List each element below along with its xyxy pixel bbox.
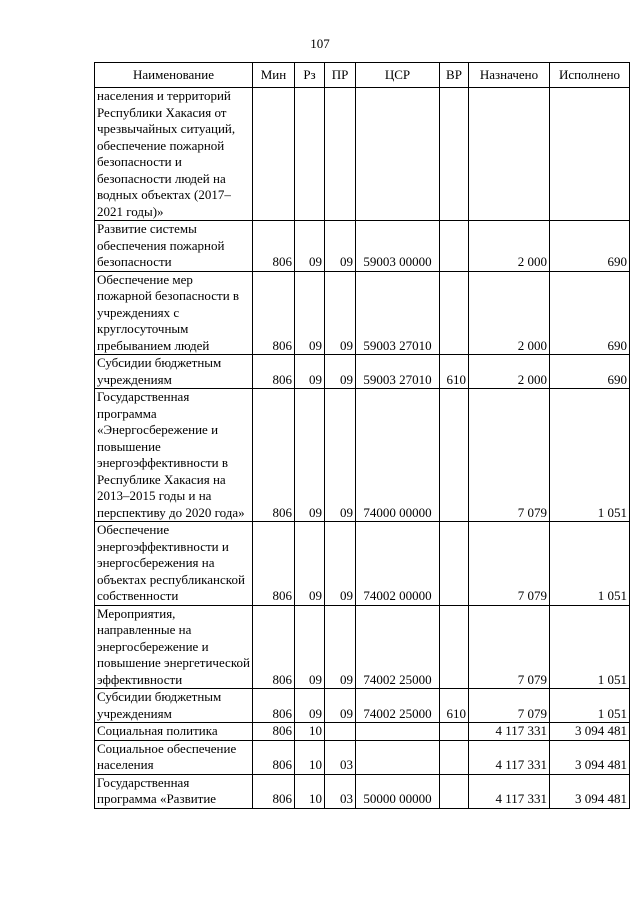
table-row bbox=[95, 271, 630, 355]
row-rz: 09 bbox=[295, 605, 325, 689]
table-row bbox=[95, 522, 630, 606]
row-pr bbox=[325, 723, 356, 741]
row-vr: 610 bbox=[440, 689, 469, 723]
row-csr: 74002 25000 bbox=[356, 689, 440, 723]
budget-table bbox=[94, 62, 630, 809]
row-min: 806 bbox=[253, 740, 295, 774]
row-assigned bbox=[469, 88, 550, 221]
row-rz bbox=[295, 88, 325, 221]
table-row bbox=[95, 221, 630, 272]
header-csr: ЦСР bbox=[356, 63, 440, 88]
table-header-row bbox=[95, 63, 630, 88]
header-pr: ПР bbox=[325, 63, 356, 88]
row-rz: 09 bbox=[295, 522, 325, 606]
row-pr: 09 bbox=[325, 271, 356, 355]
row-name: населения и территорий Республики Хакасия от чрезвычайных ситуаций, обеспечение пожарной безопасности и безопасности людей на водных объектах (2017–2021 годы)» bbox=[95, 88, 253, 221]
table-row bbox=[95, 740, 630, 774]
row-name: Обеспечение энергоэффективности и энергосбережения на объектах республиканской собственности bbox=[95, 522, 253, 606]
row-min: 806 bbox=[253, 389, 295, 522]
row-pr bbox=[325, 88, 356, 221]
row-vr bbox=[440, 389, 469, 522]
row-min: 806 bbox=[253, 522, 295, 606]
table-row bbox=[95, 723, 630, 741]
row-pr: 03 bbox=[325, 774, 356, 808]
row-name: Социальное обеспечение населения bbox=[95, 740, 253, 774]
row-executed: 690 bbox=[550, 221, 630, 272]
row-csr bbox=[356, 88, 440, 221]
header-executed: Исполнено bbox=[550, 63, 630, 88]
row-assigned: 7 079 bbox=[469, 522, 550, 606]
row-vr bbox=[440, 723, 469, 741]
table-row bbox=[95, 689, 630, 723]
row-pr: 09 bbox=[325, 522, 356, 606]
row-csr bbox=[356, 740, 440, 774]
row-rz: 09 bbox=[295, 689, 325, 723]
row-assigned: 4 117 331 bbox=[469, 723, 550, 741]
row-pr: 09 bbox=[325, 689, 356, 723]
row-name: Государственная программа «Развитие bbox=[95, 774, 253, 808]
row-vr bbox=[440, 605, 469, 689]
row-assigned: 7 079 bbox=[469, 605, 550, 689]
row-assigned: 2 000 bbox=[469, 271, 550, 355]
row-assigned: 4 117 331 bbox=[469, 774, 550, 808]
row-rz: 10 bbox=[295, 723, 325, 741]
row-min bbox=[253, 88, 295, 221]
table-row bbox=[95, 605, 630, 689]
row-assigned: 7 079 bbox=[469, 389, 550, 522]
row-csr: 74002 25000 bbox=[356, 605, 440, 689]
row-executed: 3 094 481 bbox=[550, 774, 630, 808]
page-number: 107 bbox=[310, 36, 330, 51]
row-rz: 09 bbox=[295, 389, 325, 522]
row-pr: 09 bbox=[325, 355, 356, 389]
row-vr bbox=[440, 271, 469, 355]
row-rz: 09 bbox=[295, 355, 325, 389]
row-executed: 1 051 bbox=[550, 522, 630, 606]
row-vr bbox=[440, 522, 469, 606]
row-pr: 03 bbox=[325, 740, 356, 774]
row-min: 806 bbox=[253, 605, 295, 689]
row-executed: 3 094 481 bbox=[550, 723, 630, 741]
table-row bbox=[95, 355, 630, 389]
header-vr: ВР bbox=[440, 63, 469, 88]
row-rz: 10 bbox=[295, 774, 325, 808]
row-min: 806 bbox=[253, 271, 295, 355]
row-csr: 74002 00000 bbox=[356, 522, 440, 606]
row-name: Субсидии бюджетным учреждениям bbox=[95, 355, 253, 389]
header-rz: Рз bbox=[295, 63, 325, 88]
row-name: Государственная программа «Энергосбережение и повышение энергоэффективности в Республике Хакасия на 2013–2015 годы и на перспективу до 2020 года» bbox=[95, 389, 253, 522]
header-min: Мин bbox=[253, 63, 295, 88]
header-assigned: Назначено bbox=[469, 63, 550, 88]
row-executed: 690 bbox=[550, 271, 630, 355]
row-assigned: 2 000 bbox=[469, 221, 550, 272]
row-pr: 09 bbox=[325, 389, 356, 522]
row-name: Обеспечение мер пожарной безопасности в учреждениях с круглосуточным пребыванием людей bbox=[95, 271, 253, 355]
row-executed: 690 bbox=[550, 355, 630, 389]
row-csr: 59003 27010 bbox=[356, 355, 440, 389]
row-rz: 10 bbox=[295, 740, 325, 774]
row-executed: 1 051 bbox=[550, 389, 630, 522]
row-rz: 09 bbox=[295, 221, 325, 272]
row-vr bbox=[440, 221, 469, 272]
table-row bbox=[95, 774, 630, 808]
row-min: 806 bbox=[253, 723, 295, 741]
row-vr: 610 bbox=[440, 355, 469, 389]
row-executed bbox=[550, 88, 630, 221]
row-min: 806 bbox=[253, 221, 295, 272]
row-vr bbox=[440, 740, 469, 774]
row-executed: 1 051 bbox=[550, 689, 630, 723]
row-csr: 59003 00000 bbox=[356, 221, 440, 272]
row-assigned: 4 117 331 bbox=[469, 740, 550, 774]
row-min: 806 bbox=[253, 355, 295, 389]
row-min: 806 bbox=[253, 774, 295, 808]
row-vr bbox=[440, 88, 469, 221]
row-csr bbox=[356, 723, 440, 741]
row-min: 806 bbox=[253, 689, 295, 723]
row-vr bbox=[440, 774, 469, 808]
row-executed: 3 094 481 bbox=[550, 740, 630, 774]
row-name: Развитие системы обеспечения пожарной безопасности bbox=[95, 221, 253, 272]
header-name: Наименование bbox=[95, 63, 253, 88]
row-csr: 59003 27010 bbox=[356, 271, 440, 355]
row-executed: 1 051 bbox=[550, 605, 630, 689]
row-name: Социальная политика bbox=[95, 723, 253, 741]
table-row bbox=[95, 389, 630, 522]
row-assigned: 7 079 bbox=[469, 689, 550, 723]
row-rz: 09 bbox=[295, 271, 325, 355]
row-csr: 74000 00000 bbox=[356, 389, 440, 522]
row-name: Мероприятия, направленные на энергосбережение и повышение энергетической эффективности bbox=[95, 605, 253, 689]
row-name: Субсидии бюджетным учреждениям bbox=[95, 689, 253, 723]
table-row bbox=[95, 88, 630, 221]
row-csr: 50000 00000 bbox=[356, 774, 440, 808]
row-pr: 09 bbox=[325, 221, 356, 272]
row-pr: 09 bbox=[325, 605, 356, 689]
row-assigned: 2 000 bbox=[469, 355, 550, 389]
